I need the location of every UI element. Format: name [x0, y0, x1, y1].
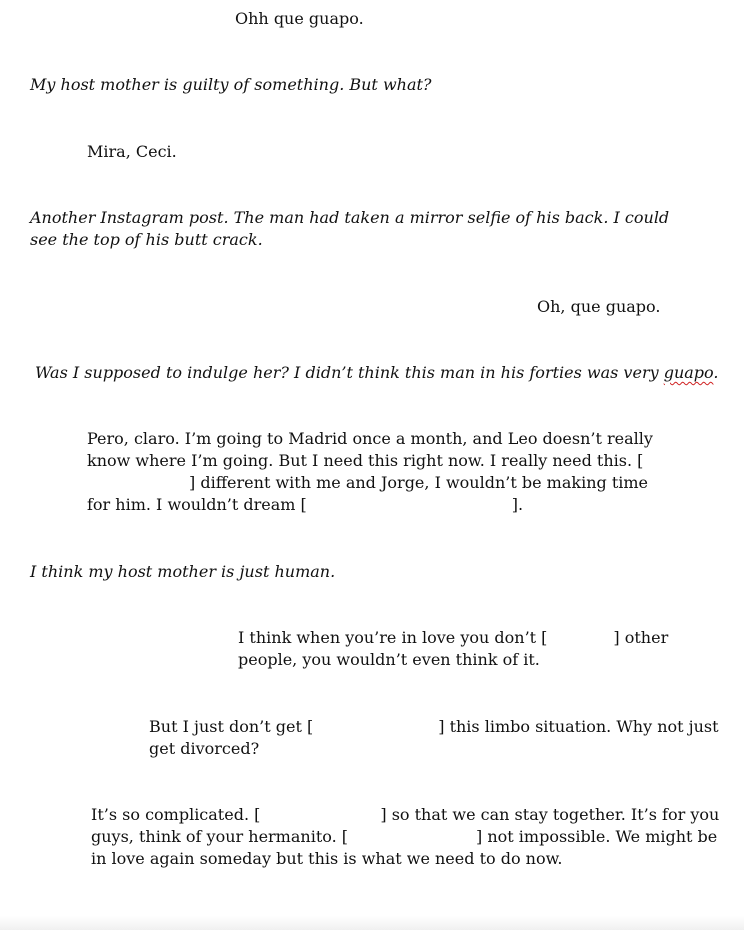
- dialogue-paragraph-1: [87, 428, 675, 516]
- dialogue-paragraph-1-part-a: Pero, claro. I’m going to Madrid once a month, and Leo doesn’t really know where I’m going. But I need this right now. I really need this. [: [87, 429, 653, 470]
- narration-line-1: My host mother is guilty of something. But what?: [30, 75, 432, 94]
- dialogue-paragraph-2: [238, 627, 678, 671]
- dialogue-line-3: Oh, que guapo.: [537, 297, 661, 316]
- dialogue-paragraph-2-part-a: I think when you’re in love you don’t [: [238, 628, 548, 647]
- dialogue-line-1: Ohh que guapo.: [235, 9, 364, 28]
- dialogue-paragraph-4-part-c: ] not impossible. We might be in love again someday but this is what we need to do now.: [91, 827, 718, 868]
- dialogue-paragraph-3-part-a: But I just don’t get [: [149, 717, 314, 736]
- dialogue-paragraph-3-part-b: ] this limbo situation. Why not just get divorced?: [149, 717, 719, 758]
- dialogue-paragraph-3: [149, 716, 729, 760]
- dialogue-paragraph-1-part-b: ] different with me and Jorge, I wouldn’t be making time for him. I wouldn’t dream [: [87, 473, 649, 514]
- narration-line-3-text: Was I supposed to indulge her? I didn’t think this man in his forties was very: [35, 363, 664, 382]
- dialogue-line-2: Mira, Ceci.: [87, 142, 177, 161]
- narration-line-3: [35, 362, 735, 384]
- dialogue-paragraph-4: [91, 804, 721, 870]
- dialogue-paragraph-2-part-b: ] other people, you wouldn’t even think of it.: [238, 628, 669, 669]
- dialogue-paragraph-1-part-c: ].: [511, 495, 524, 514]
- narration-line-2: Another Instagram post. The man had taken a mirror selfie of his back. I could see the top of his butt crack.: [30, 208, 670, 249]
- dialogue-paragraph-4-part-a: It’s so complicated. [: [91, 805, 261, 824]
- dialogue-paragraph-4-part-b: ] so that we can stay together. It’s for you guys, think of your hermanito. [: [91, 805, 720, 846]
- narration-line-4: I think my host mother is just human.: [30, 562, 336, 581]
- narration-line-3-end: .: [713, 363, 719, 382]
- page-bottom-edge: [0, 916, 744, 930]
- misspelled-word[interactable]: guapo: [663, 363, 714, 382]
